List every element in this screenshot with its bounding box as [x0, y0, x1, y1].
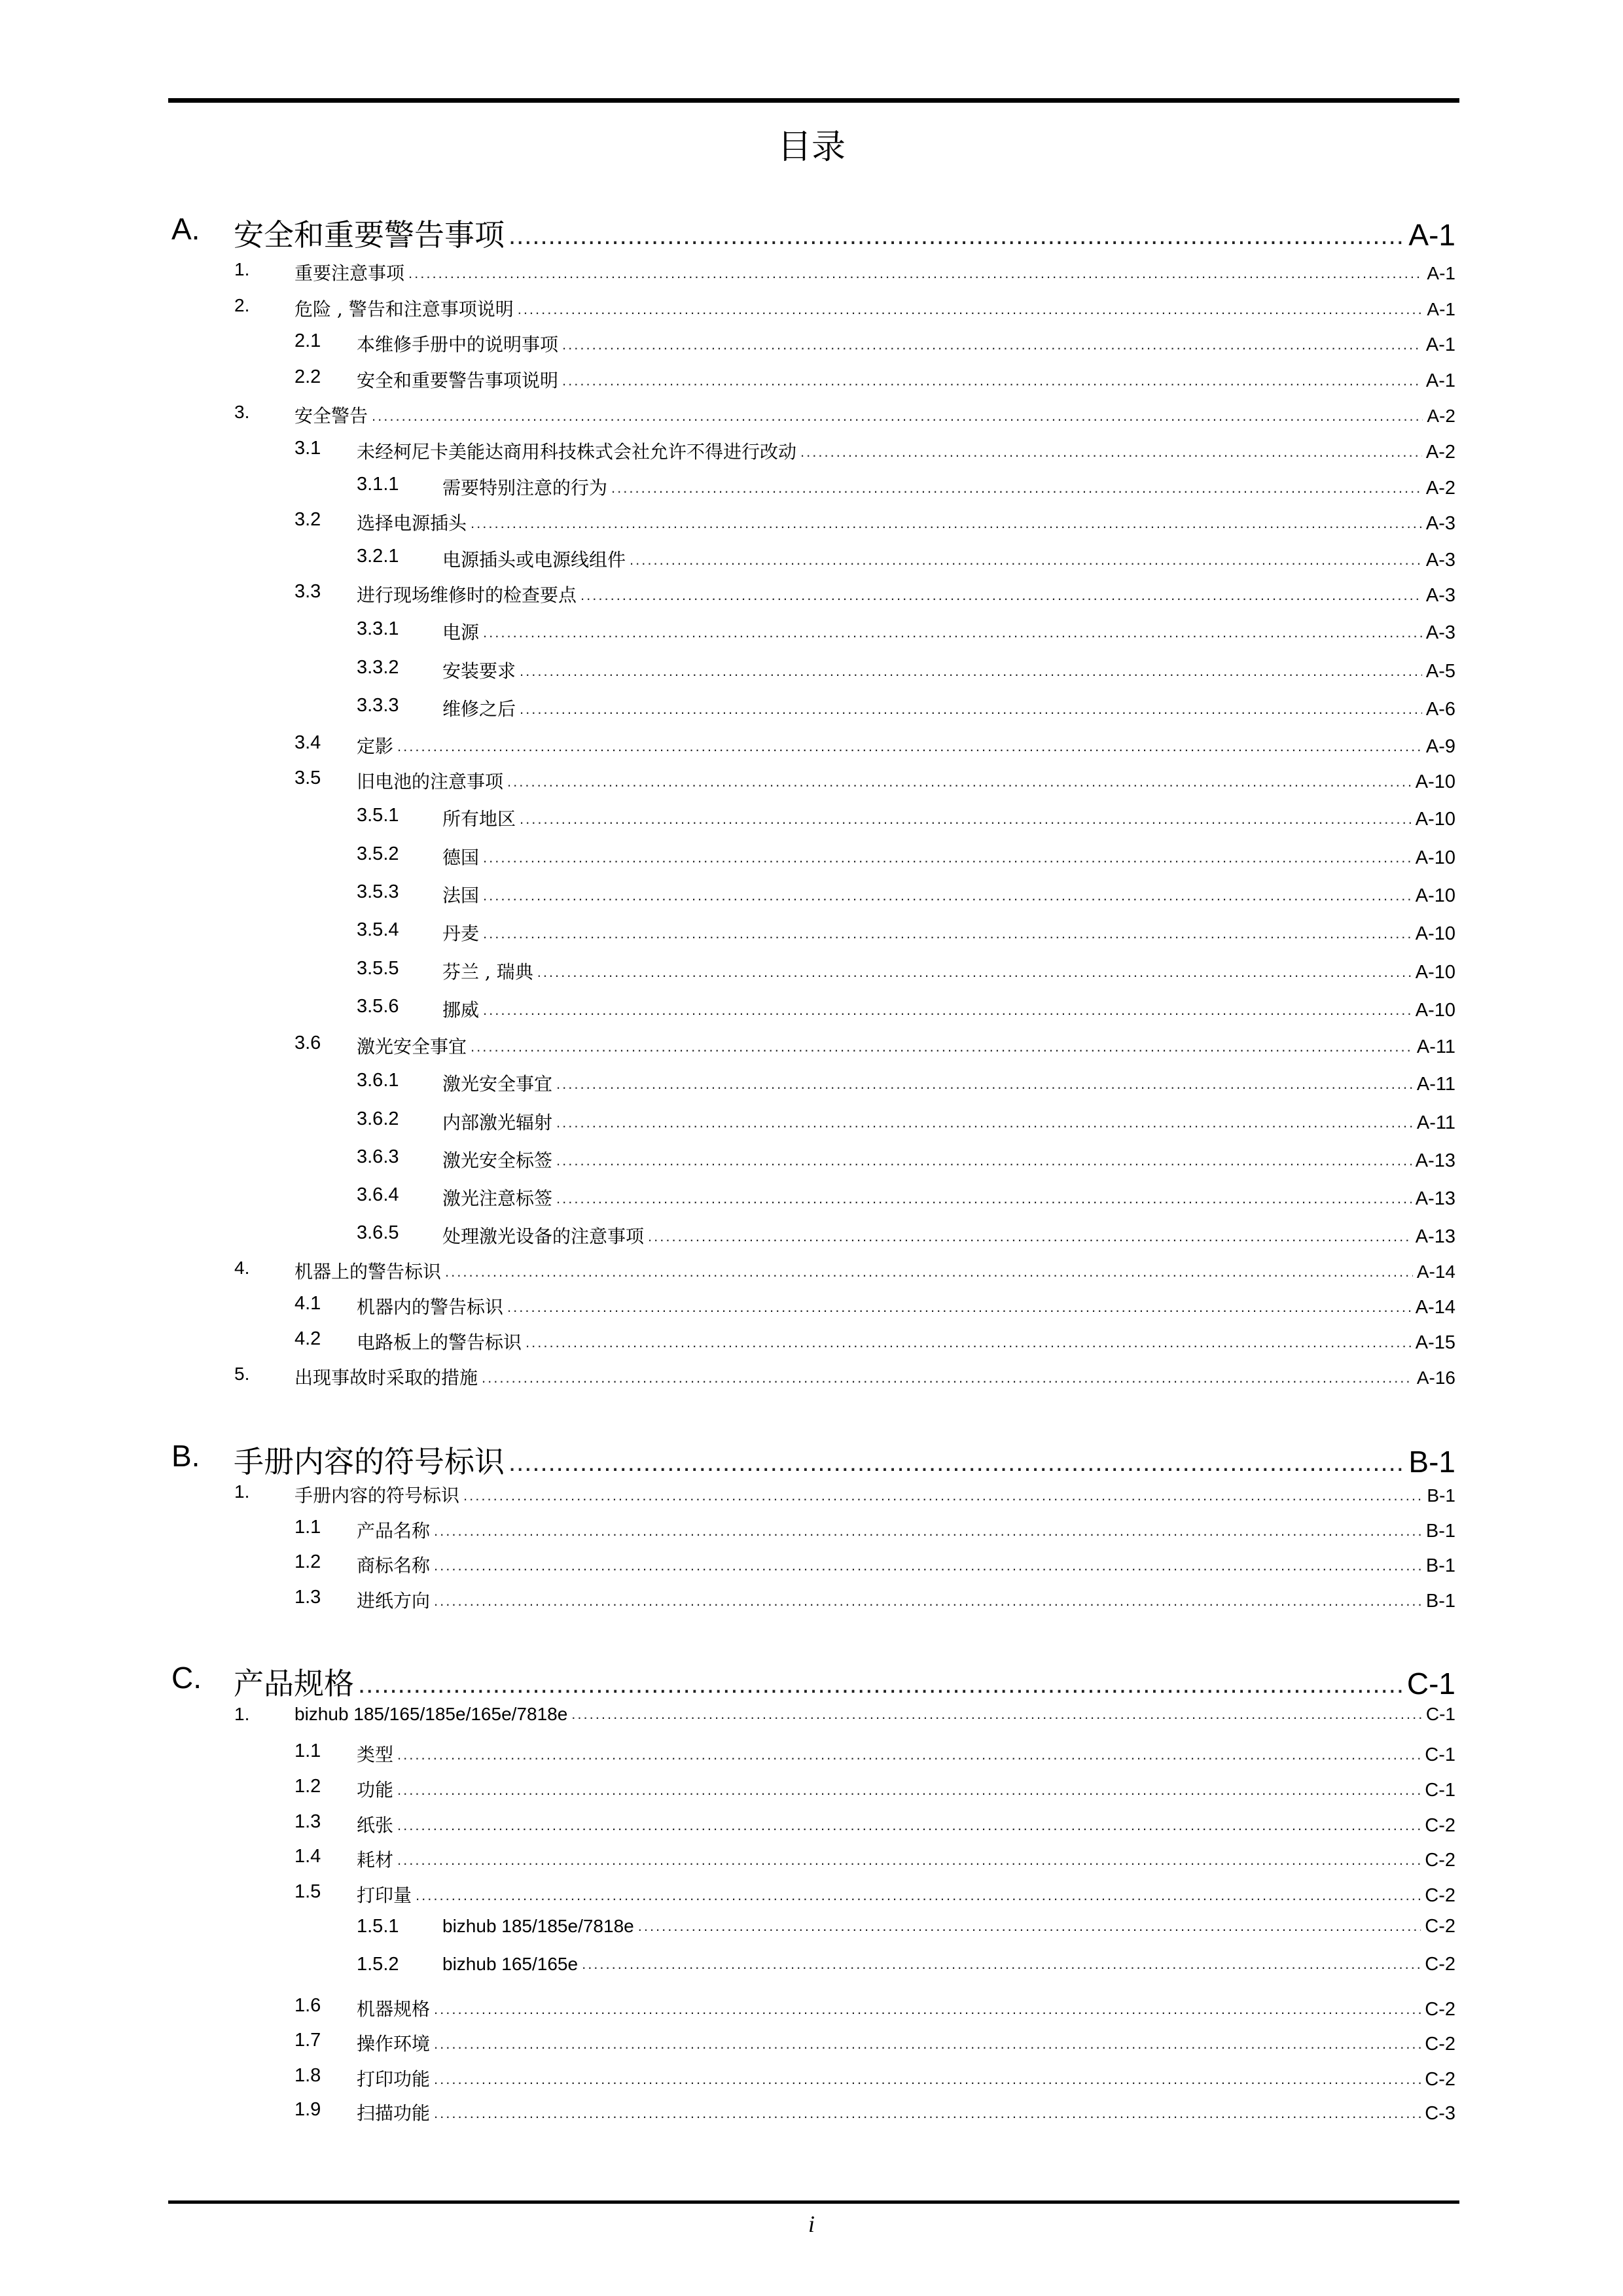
toc-entry-number: 2.1: [294, 330, 321, 351]
dot-leader: [556, 1076, 1413, 1093]
toc-entry[interactable]: [0, 581, 1623, 612]
dot-leader: [483, 849, 1412, 866]
toc-entry-title: 出现事故时采取的措施: [294, 1367, 478, 1388]
toc-entry-number: 3.3: [294, 581, 321, 602]
toc-entry-number: 3.5.6: [357, 996, 399, 1017]
toc-entry[interactable]: [0, 1070, 1623, 1101]
toc-entry-page: A-10: [1415, 923, 1455, 944]
toc-entry-page: C-2: [1425, 2034, 1455, 2055]
toc-entry-page: C-3: [1425, 2103, 1455, 2124]
toc-entry[interactable]: [0, 1293, 1623, 1324]
page-title: 目录: [777, 128, 846, 167]
toc-entry-number: 1.5.1: [357, 1916, 399, 1937]
toc-entry-page: A-10: [1415, 847, 1455, 868]
toc-entry-page: A-3: [1425, 622, 1455, 643]
toc-entry[interactable]: [0, 1811, 1623, 1843]
toc-entry-number: 3.6.5: [357, 1222, 399, 1243]
toc-entry-title: 未经柯尼卡美能达商用科技株式会社允许不得进行改动: [357, 441, 797, 463]
toc-entry-page: B-1: [1425, 1555, 1455, 1576]
dot-leader: [471, 1038, 1413, 1055]
toc-entry-page: A-2: [1425, 478, 1455, 499]
toc-entry-title: 手册内容的符号标识: [294, 1485, 460, 1506]
toc-entry[interactable]: [0, 1881, 1623, 1913]
toc-entry-number: 3.3.1: [357, 618, 399, 639]
dot-leader: [434, 1523, 1422, 1540]
toc-entry-number: 1.7: [294, 2030, 321, 2051]
toc-entry-page: A-10: [1415, 809, 1455, 830]
bottom-rule: [168, 2200, 1459, 2204]
toc-entry-page: C-2: [1425, 1954, 1455, 1975]
dot-leader: [397, 738, 1422, 755]
toc-entry[interactable]: [0, 657, 1623, 688]
toc-entry-number: 1.3: [294, 1587, 321, 1608]
dot-leader: [397, 1852, 1421, 1869]
dot-leader: [408, 265, 1423, 282]
toc-entry-page: A-15: [1415, 1332, 1455, 1353]
toc-chapter[interactable]: [0, 1438, 1623, 1485]
toc-entry-title: 打印功能: [357, 2068, 431, 2090]
toc-entry-title: 法国: [442, 885, 480, 906]
toc-entry-number: 1.9: [294, 2099, 321, 2120]
toc-entry-number: 1.2: [294, 1776, 321, 1797]
toc-entry[interactable]: [0, 1033, 1623, 1064]
toc-entry-page: B-1: [1427, 1485, 1455, 1506]
toc-entry-title: 维修之后: [442, 698, 516, 720]
toc-entry-number: 3.2.1: [357, 546, 399, 567]
toc-entry-title: 危险 , 警告和注意事项说明: [294, 298, 514, 320]
dot-leader: [520, 663, 1422, 680]
dot-leader: [526, 1334, 1412, 1351]
toc-entry-title: 电路板上的警告标识: [357, 1332, 522, 1353]
toc-entry-number: 1.6: [294, 1995, 321, 2016]
toc-entry[interactable]: [0, 402, 1623, 433]
dot-leader: [518, 301, 1423, 318]
toc-entry-number: 3.6.3: [357, 1146, 399, 1167]
toc-entry-number: 3.4: [294, 732, 321, 753]
toc-entry-number: 3.2: [294, 509, 321, 530]
toc-entry-number: 3.3.2: [357, 657, 399, 678]
toc-entry-title: 进行现场维修时的检查要点: [357, 584, 577, 606]
toc-entry-number: 3.5.4: [357, 919, 399, 940]
dot-leader: [483, 624, 1422, 641]
toc-entry-page: C-1: [1425, 1780, 1455, 1801]
toc-entry-number: 3.6.1: [357, 1070, 399, 1091]
toc-entry[interactable]: [0, 1704, 1623, 1735]
toc-entry-title: 产品名称: [357, 1520, 431, 1542]
dot-leader: [434, 2001, 1421, 2018]
toc-entry-number: 3.5.5: [357, 958, 399, 979]
toc-entry-number: 3.5.2: [357, 843, 399, 864]
toc-chapter[interactable]: [0, 211, 1623, 258]
toc-entry-title: 商标名称: [357, 1555, 431, 1576]
toc-entry-title: 电源: [442, 622, 480, 643]
toc-entry-title: 进纸方向: [357, 1590, 431, 1612]
dot-leader: [434, 1593, 1422, 1610]
toc-entry-title: 芬兰 , 瑞典: [442, 961, 533, 983]
toc-entry[interactable]: [0, 1776, 1623, 1807]
toc-entry-title: 纸张: [357, 1814, 394, 1836]
toc-entry-title: 所有地区: [442, 808, 516, 830]
toc-entry-page: A-11: [1416, 1074, 1455, 1095]
toc-entry-number: 1.8: [294, 2065, 321, 2086]
toc-entry[interactable]: [0, 1517, 1623, 1548]
dot-leader: [397, 1782, 1421, 1799]
dot-leader: [562, 336, 1422, 353]
toc-entry-number: 3.5: [294, 768, 321, 788]
toc-entry-page: A-1: [1408, 218, 1455, 252]
toc-entry[interactable]: [0, 768, 1623, 799]
dot-leader: [416, 1887, 1421, 1904]
toc-entry[interactable]: [0, 1258, 1623, 1289]
dot-leader: [582, 1956, 1421, 1973]
toc-entry-page: C-2: [1425, 2069, 1455, 2090]
toc-entry[interactable]: [0, 996, 1623, 1027]
toc-entry[interactable]: [0, 330, 1623, 362]
toc-entry-page: C-1: [1425, 1704, 1455, 1724]
dot-leader: [471, 515, 1422, 532]
toc-entry[interactable]: [0, 366, 1623, 398]
toc-entry-page: A-1: [1425, 370, 1455, 391]
dot-leader: [445, 1263, 1413, 1280]
toc-entry-number: 3.1.1: [357, 474, 399, 495]
toc-entry-title: 选择电源插头: [357, 512, 467, 534]
toc-entry-title: 旧电池的注意事项: [357, 771, 504, 792]
toc-entry-page: A-14: [1416, 1262, 1455, 1282]
toc-entry-page: A-11: [1416, 1036, 1455, 1057]
toc-entry[interactable]: [0, 1184, 1623, 1216]
toc-entry[interactable]: [0, 1740, 1623, 1772]
toc-entry-page: A-11: [1416, 1112, 1455, 1133]
toc-entry-title: 耗材: [357, 1849, 394, 1871]
toc-entry-title: 类型: [357, 1744, 394, 1765]
toc-entry-title: 激光安全标签: [442, 1150, 553, 1171]
toc-entry-title: 机器规格: [357, 1998, 431, 2020]
toc-entry-title: 功能: [357, 1779, 394, 1801]
toc-entry-title: bizhub 185/165/185e/165e/7818e: [294, 1704, 568, 1724]
toc-entry-page: A-1: [1425, 334, 1455, 355]
toc-entry-number: 1.2: [294, 1551, 321, 1572]
dot-leader: [507, 1299, 1412, 1316]
toc-entry-title: 产品规格: [234, 1666, 354, 1701]
dot-leader: [483, 1002, 1412, 1019]
toc-entry-page: A-9: [1425, 736, 1455, 757]
dot-leader: [556, 1114, 1413, 1131]
toc-entry-number: 3.5.3: [357, 881, 399, 902]
toc-entry-page: A-13: [1415, 1188, 1455, 1209]
toc-entry-page: C-2: [1425, 1815, 1455, 1836]
toc-entry[interactable]: [0, 1222, 1623, 1254]
toc-entry-number: 4.1: [294, 1293, 321, 1314]
toc-entry[interactable]: [0, 1587, 1623, 1618]
toc-entry[interactable]: [0, 2099, 1623, 2130]
toc-entry[interactable]: [0, 438, 1623, 469]
toc-entry-number: 3.6: [294, 1033, 321, 1053]
toc-entry-page: A-3: [1425, 550, 1455, 571]
toc-entry-number: 1.: [234, 259, 250, 279]
dot-leader: [483, 925, 1412, 942]
dot-leader: [434, 2036, 1421, 2053]
toc-entry-page: A-2: [1425, 442, 1455, 463]
toc-entry-title: 打印量: [357, 1884, 412, 1906]
toc-entry[interactable]: [0, 474, 1623, 505]
toc-entry-title: 激光安全事宜: [442, 1073, 553, 1095]
toc-entry-page: C-2: [1425, 1850, 1455, 1871]
toc-entry[interactable]: [0, 509, 1623, 540]
toc-entry-title: 激光安全事宜: [357, 1036, 467, 1057]
dot-leader: [648, 1228, 1412, 1245]
dot-leader: [397, 1817, 1421, 1834]
toc-entry[interactable]: [0, 732, 1623, 764]
dot-leader: [507, 773, 1412, 790]
toc-entry-page: A-3: [1425, 513, 1455, 534]
toc-entry-title: 本维修手册中的说明事项: [357, 334, 559, 355]
toc-entry-number: 2.: [234, 295, 250, 315]
dot-leader: [358, 1670, 1403, 1699]
toc-entry[interactable]: [0, 1551, 1623, 1583]
toc-entry-page: A-10: [1415, 1000, 1455, 1021]
toc-entry[interactable]: [0, 259, 1623, 291]
toc-entry-page: B-1: [1425, 1521, 1455, 1542]
toc-entry-number: 1.1: [294, 1740, 321, 1761]
toc-entry[interactable]: [0, 1108, 1623, 1140]
dot-leader: [434, 2105, 1421, 2122]
toc-entry-number: 4.: [234, 1258, 250, 1278]
toc-entry-title: 安装要求: [442, 660, 516, 682]
dot-leader: [520, 811, 1412, 828]
toc-entry-page: A-6: [1425, 699, 1455, 720]
toc-entry-title: 挪威: [442, 999, 480, 1021]
dot-leader: [482, 1369, 1413, 1386]
toc-entry-number: 3.: [234, 402, 250, 422]
toc-entry[interactable]: [0, 2030, 1623, 2061]
dot-leader: [580, 587, 1422, 604]
toc-entry[interactable]: [0, 881, 1623, 913]
dot-leader: [508, 221, 1404, 251]
toc-entry[interactable]: [0, 958, 1623, 989]
toc-entry-number: 5.: [234, 1364, 250, 1384]
dot-leader: [571, 1706, 1422, 1723]
toc-entry-number: 1.: [234, 1704, 250, 1724]
dot-leader: [537, 964, 1412, 981]
toc-entry-number: C.: [171, 1661, 202, 1695]
toc-entry[interactable]: [0, 695, 1623, 726]
page-number: i: [808, 2211, 815, 2237]
dot-leader: [556, 1152, 1412, 1169]
toc-entry-page: A-13: [1415, 1226, 1455, 1247]
toc-entry-page: A-1: [1427, 263, 1455, 283]
toc-entry[interactable]: [0, 1328, 1623, 1360]
toc-entry-title: 手册内容的符号标识: [234, 1444, 505, 1479]
toc-entry-number: 2.2: [294, 366, 321, 387]
toc-entry-title: 机器上的警告标识: [294, 1261, 442, 1282]
toc-entry[interactable]: [0, 1364, 1623, 1395]
dot-leader: [562, 372, 1422, 389]
dot-leader: [483, 887, 1412, 904]
dot-leader: [630, 552, 1422, 569]
dot-leader: [556, 1190, 1412, 1207]
toc-entry-number: 1.4: [294, 1846, 321, 1867]
toc-entry-title: 德国: [442, 847, 480, 868]
toc-entry-title: 处理激光设备的注意事项: [442, 1226, 645, 1247]
toc-entry-title: 内部激光辐射: [442, 1112, 553, 1133]
toc-entry[interactable]: [0, 805, 1623, 836]
toc-entry-number: 1.3: [294, 1811, 321, 1832]
toc-entry[interactable]: [0, 919, 1623, 951]
toc-entry-title: 需要特别注意的行为: [442, 477, 608, 499]
toc-entry-number: 3.3.3: [357, 695, 399, 716]
toc-entry[interactable]: [0, 2065, 1623, 2096]
toc-entry-page: B-1: [1408, 1445, 1455, 1479]
toc-entry[interactable]: [0, 1954, 1623, 1985]
toc-entry-title: 安全和重要警告事项: [234, 217, 505, 253]
toc-entry-number: 1.5: [294, 1881, 321, 1902]
toc-entry-title: 重要注意事项: [294, 262, 405, 284]
toc-entry-number: B.: [171, 1439, 200, 1473]
toc-entry-number: 3.6.4: [357, 1184, 399, 1205]
toc-entry-number: 3.1: [294, 438, 321, 459]
toc-entry-title: 安全和重要警告事项说明: [357, 370, 559, 391]
toc-entry[interactable]: [0, 1481, 1623, 1513]
toc-entry[interactable]: [0, 1995, 1623, 2026]
toc-entry-page: A-14: [1415, 1297, 1455, 1318]
toc-entry[interactable]: [0, 843, 1623, 875]
toc-entry-page: A-2: [1427, 406, 1455, 426]
toc-entry-number: 3.5.1: [357, 805, 399, 826]
dot-leader: [520, 701, 1422, 718]
toc-entry[interactable]: [0, 295, 1623, 327]
dot-leader: [372, 408, 1423, 425]
toc-entry[interactable]: [0, 546, 1623, 577]
toc-entry-page: A-10: [1415, 771, 1455, 792]
toc-entry-number: 1.5.2: [357, 1954, 399, 1975]
toc-entry-title: 安全警告: [294, 405, 368, 427]
dot-leader: [463, 1487, 1423, 1504]
toc-entry-number: 4.2: [294, 1328, 321, 1349]
toc-entry-page: A-13: [1415, 1150, 1455, 1171]
dot-leader: [638, 1918, 1421, 1935]
toc-entry-title: bizhub 165/165e: [442, 1954, 579, 1974]
toc-entry[interactable]: [0, 1846, 1623, 1877]
toc-entry-title: 机器内的警告标识: [357, 1296, 504, 1318]
toc-entry-number: 1.: [234, 1481, 250, 1502]
toc-entry-page: A-10: [1415, 885, 1455, 906]
toc-entry-title: 定影: [357, 735, 394, 757]
toc-entry-page: A-5: [1425, 661, 1455, 682]
toc-entry-page: C-1: [1406, 1667, 1455, 1701]
dot-leader: [611, 480, 1422, 497]
toc-entry-page: A-10: [1415, 962, 1455, 983]
toc-entry[interactable]: [0, 618, 1623, 650]
toc-chapter[interactable]: [0, 1660, 1623, 1707]
toc-entry-page: C-2: [1425, 1999, 1455, 2020]
toc-entry-title: 激光注意标签: [442, 1188, 553, 1209]
toc-entry-page: C-1: [1425, 1744, 1455, 1765]
toc-entry-page: B-1: [1425, 1591, 1455, 1612]
dot-leader: [434, 1557, 1422, 1574]
toc-entry[interactable]: [0, 1146, 1623, 1178]
dot-leader: [800, 444, 1422, 461]
toc-entry-page: A-3: [1425, 585, 1455, 606]
toc-entry-number: 1.1: [294, 1517, 321, 1538]
dot-leader: [508, 1448, 1404, 1477]
toc-entry-title: 丹麦: [442, 923, 480, 944]
toc-entry-page: C-2: [1425, 1916, 1455, 1937]
toc-entry-number: 3.6.2: [357, 1108, 399, 1129]
toc-entry-number: A.: [171, 212, 200, 246]
toc-entry-title: 操作环境: [357, 2033, 431, 2055]
toc-entry-page: A-16: [1416, 1368, 1455, 1388]
toc-entry-title: bizhub 185/185e/7818e: [442, 1916, 634, 1936]
toc-entry-page: C-2: [1425, 1885, 1455, 1906]
toc-entry-title: 扫描功能: [357, 2102, 431, 2124]
toc-entry-title: 电源插头或电源线组件: [442, 549, 626, 571]
dot-leader: [397, 1746, 1421, 1763]
dot-leader: [434, 2071, 1421, 2088]
toc-entry-page: A-1: [1427, 299, 1455, 319]
toc-entry[interactable]: [0, 1916, 1623, 1947]
